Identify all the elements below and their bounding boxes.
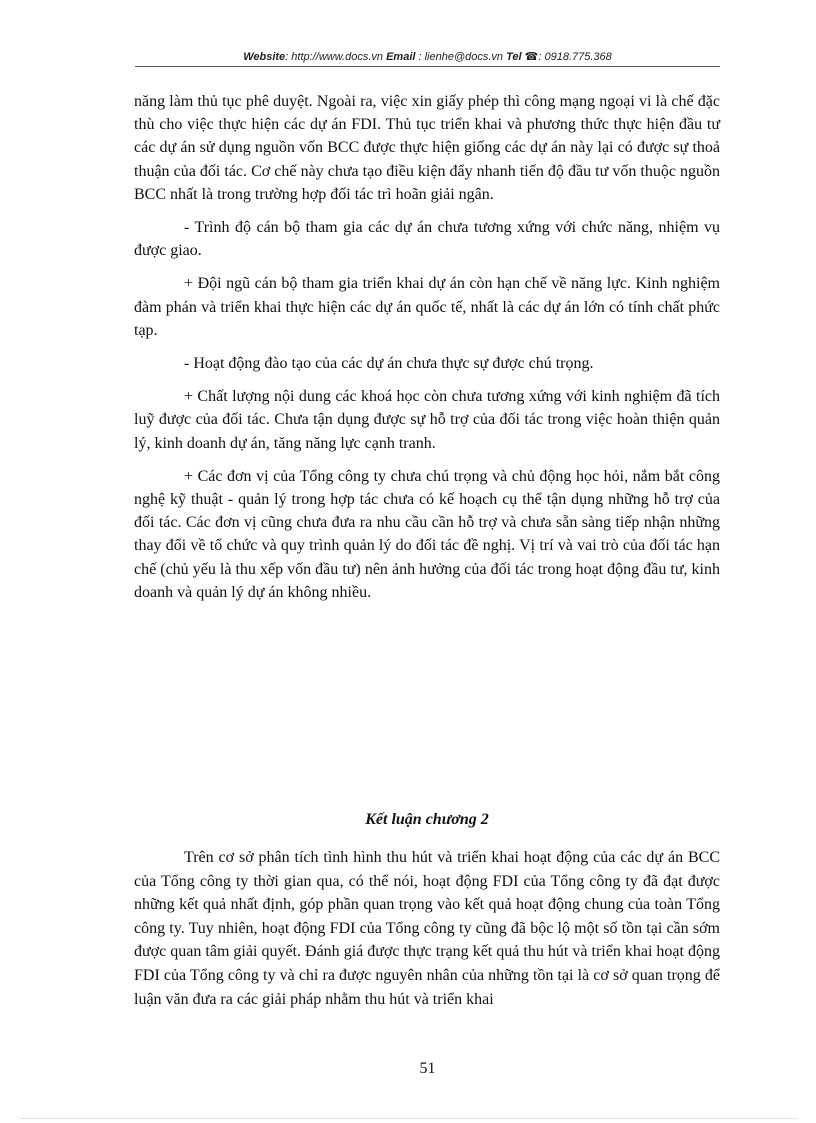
paragraph-1: năng làm thủ tục phê duyệt. Ngoài ra, việc xin giấy phép thì công mạng ngoại vi là chế đặc thù cho việc thực hiện các dự án FDI. Thủ tục triển khai và phương thức thực hiện đầu tư các dự án sử dụng nguồn vốn BCC được thực hiện giống các dự án này lại có được sự thoả thuận của đối tác. Cơ chế này chưa tạo điều kiện đẩy nhanh tiến độ đầu tư vốn thuộc nguồn BCC nhất là trong trường hợp đối tác trì hoãn giải ngân.: [134, 93, 720, 203]
email-value: : lienhe@docs.vn: [418, 51, 504, 63]
website-value: : http://www.docs.vn: [285, 51, 384, 63]
paragraph-3: + Đội ngũ cán bộ tham gia triển khai dự án còn hạn chế về năng lực. Kinh nghiệm đàm phán và triển khai thực hiện các dự án quốc tế, nhất là các dự án lớn có tính chất phức tạp.: [134, 275, 720, 339]
conclusion-paragraph: Trên cơ sở phân tích tình hình thu hút và triển khai hoạt động của các dự án BCC của Tổng công ty thời gian qua, có thể nói, hoạt động FDI của Tổng công ty đã đạt được những kết quả nhất định, góp phần quan trọng vào kết quả hoạt động chung của toàn Tổng công ty. Tuy nhiên, hoạt động FDI của Tổng công ty cũng đã bộc lộ một số tồn tại cần sớm được quan tâm giải quyết. Đánh giá được thực trạng kết quả thu hút và triển khai hoạt động FDI của Tổng công ty và chỉ ra được nguyên nhân của những tồn tại là cơ sở quan trọng để luận văn đưa ra các giải pháp nhằm thu hút và triển khai: [134, 849, 720, 1008]
paragraph-4: - Hoạt động đào tạo của các dự án chưa thực sự được chú trọng.: [184, 355, 594, 373]
header-divider: [135, 66, 720, 67]
page-number: 51: [419, 1060, 436, 1077]
paragraph-2: - Trình độ cán bộ tham gia các dự án chưa tương xứng với chức năng, nhiệm vụ được giao.: [134, 219, 720, 260]
paragraph-5: + Chất lượng nội dung các khoá học còn chưa tương xứng với kinh nghiệm đã tích luỹ được của đối tác. Chưa tận dụng được sự hỗ trợ của đối tác trong việc hoàn thiện quản lý, kinh doanh dự án, tăng năng lực cạnh tranh.: [134, 388, 720, 452]
tel-value: : 0918.775.368: [538, 51, 612, 63]
phone-icon: ☎: [524, 51, 539, 63]
paragraph-6: + Các đơn vị của Tổng công ty chưa chú trọng và chủ động học hỏi, nắm bắt công nghệ kỹ thuật - quản lý trong hợp tác chưa có kế hoạch cụ thể tận dụng những hỗ trợ của đối tác. Các đơn vị cũng chưa đưa ra nhu cầu cần hỗ trợ và chưa sẵn sàng tiếp nhận những thay đổi về tổ chức và quy trình quản lý do đối tác đề nghị. Vị trí và vai trò của đối tác hạn chế (chủ yếu là thu xếp vốn đầu tư) nên ảnh hưởng của đối tác trong hoạt động đầu tư, kinh doanh và quản lý dự án không nhiều.: [134, 467, 720, 601]
page-header: [135, 48, 720, 66]
tel-label: Tel: [506, 51, 522, 63]
website-label: Website: [243, 51, 286, 63]
footer-divider: [20, 1118, 796, 1119]
section-title: Kết luận chương 2: [365, 811, 489, 828]
email-label: Email: [386, 51, 416, 63]
body-text: [134, 90, 720, 604]
conclusion-section: [134, 846, 720, 1011]
